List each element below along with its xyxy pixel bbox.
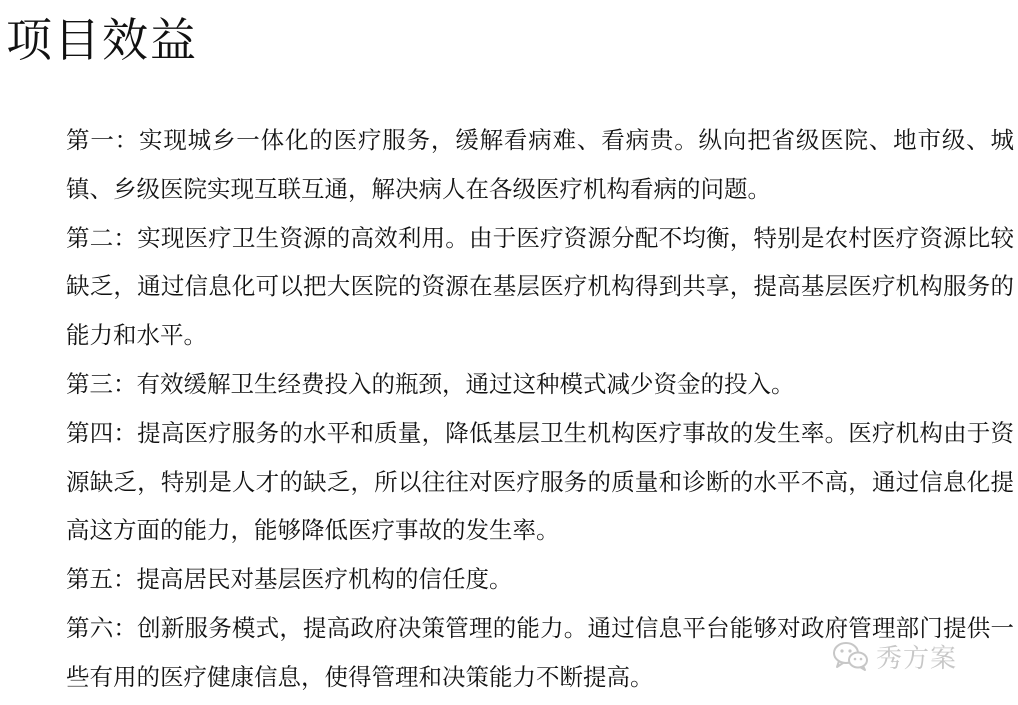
page-title: 项目效益 (6, 13, 198, 67)
benefit-paragraph-6: 第六：创新服务模式，提高政府决策管理的能力。通过信息平台能够对政府管理部门提供一些有用的医疗健康信息，使得管理和决策能力不断提高。 (66, 613, 1014, 691)
benefit-paragraph-3: 第三：有效缓解卫生经费投入的瓶颈，通过这种模式减少资金的投入。 (66, 369, 795, 398)
benefit-paragraph-5: 第五：提高居民对基层医疗机构的信任度。 (66, 565, 513, 594)
watermark-text: 秀方案 (876, 643, 958, 674)
benefit-paragraph-4: 第四：提高医疗服务的水平和质量，降低基层卫生机构医疗事故的发生率。医疗机构由于资源缺乏，特别是人才的缺乏，所以往往对医疗服务的质量和诊断的水平不高，通过信息化提高这方面的能力，能够降低医疗事故的发生率。 (66, 418, 1014, 545)
benefits-body (66, 116, 1014, 702)
benefit-paragraph-2: 第二：实现医疗卫生资源的高效利用。由于医疗资源分配不均衡，特别是农村医疗资源比较缺乏，通过信息化可以把大医院的资源在基层医疗机构得到共享，提高基层医疗机构服务的能力和水平。 (66, 223, 1014, 350)
benefit-paragraph-1: 第一：实现城乡一体化的医疗服务，缓解看病难、看病贵。纵向把省级医院、地市级、城镇、乡级医院实现互联互通，解决病人在各级医疗机构看病的问题。 (66, 126, 1014, 203)
